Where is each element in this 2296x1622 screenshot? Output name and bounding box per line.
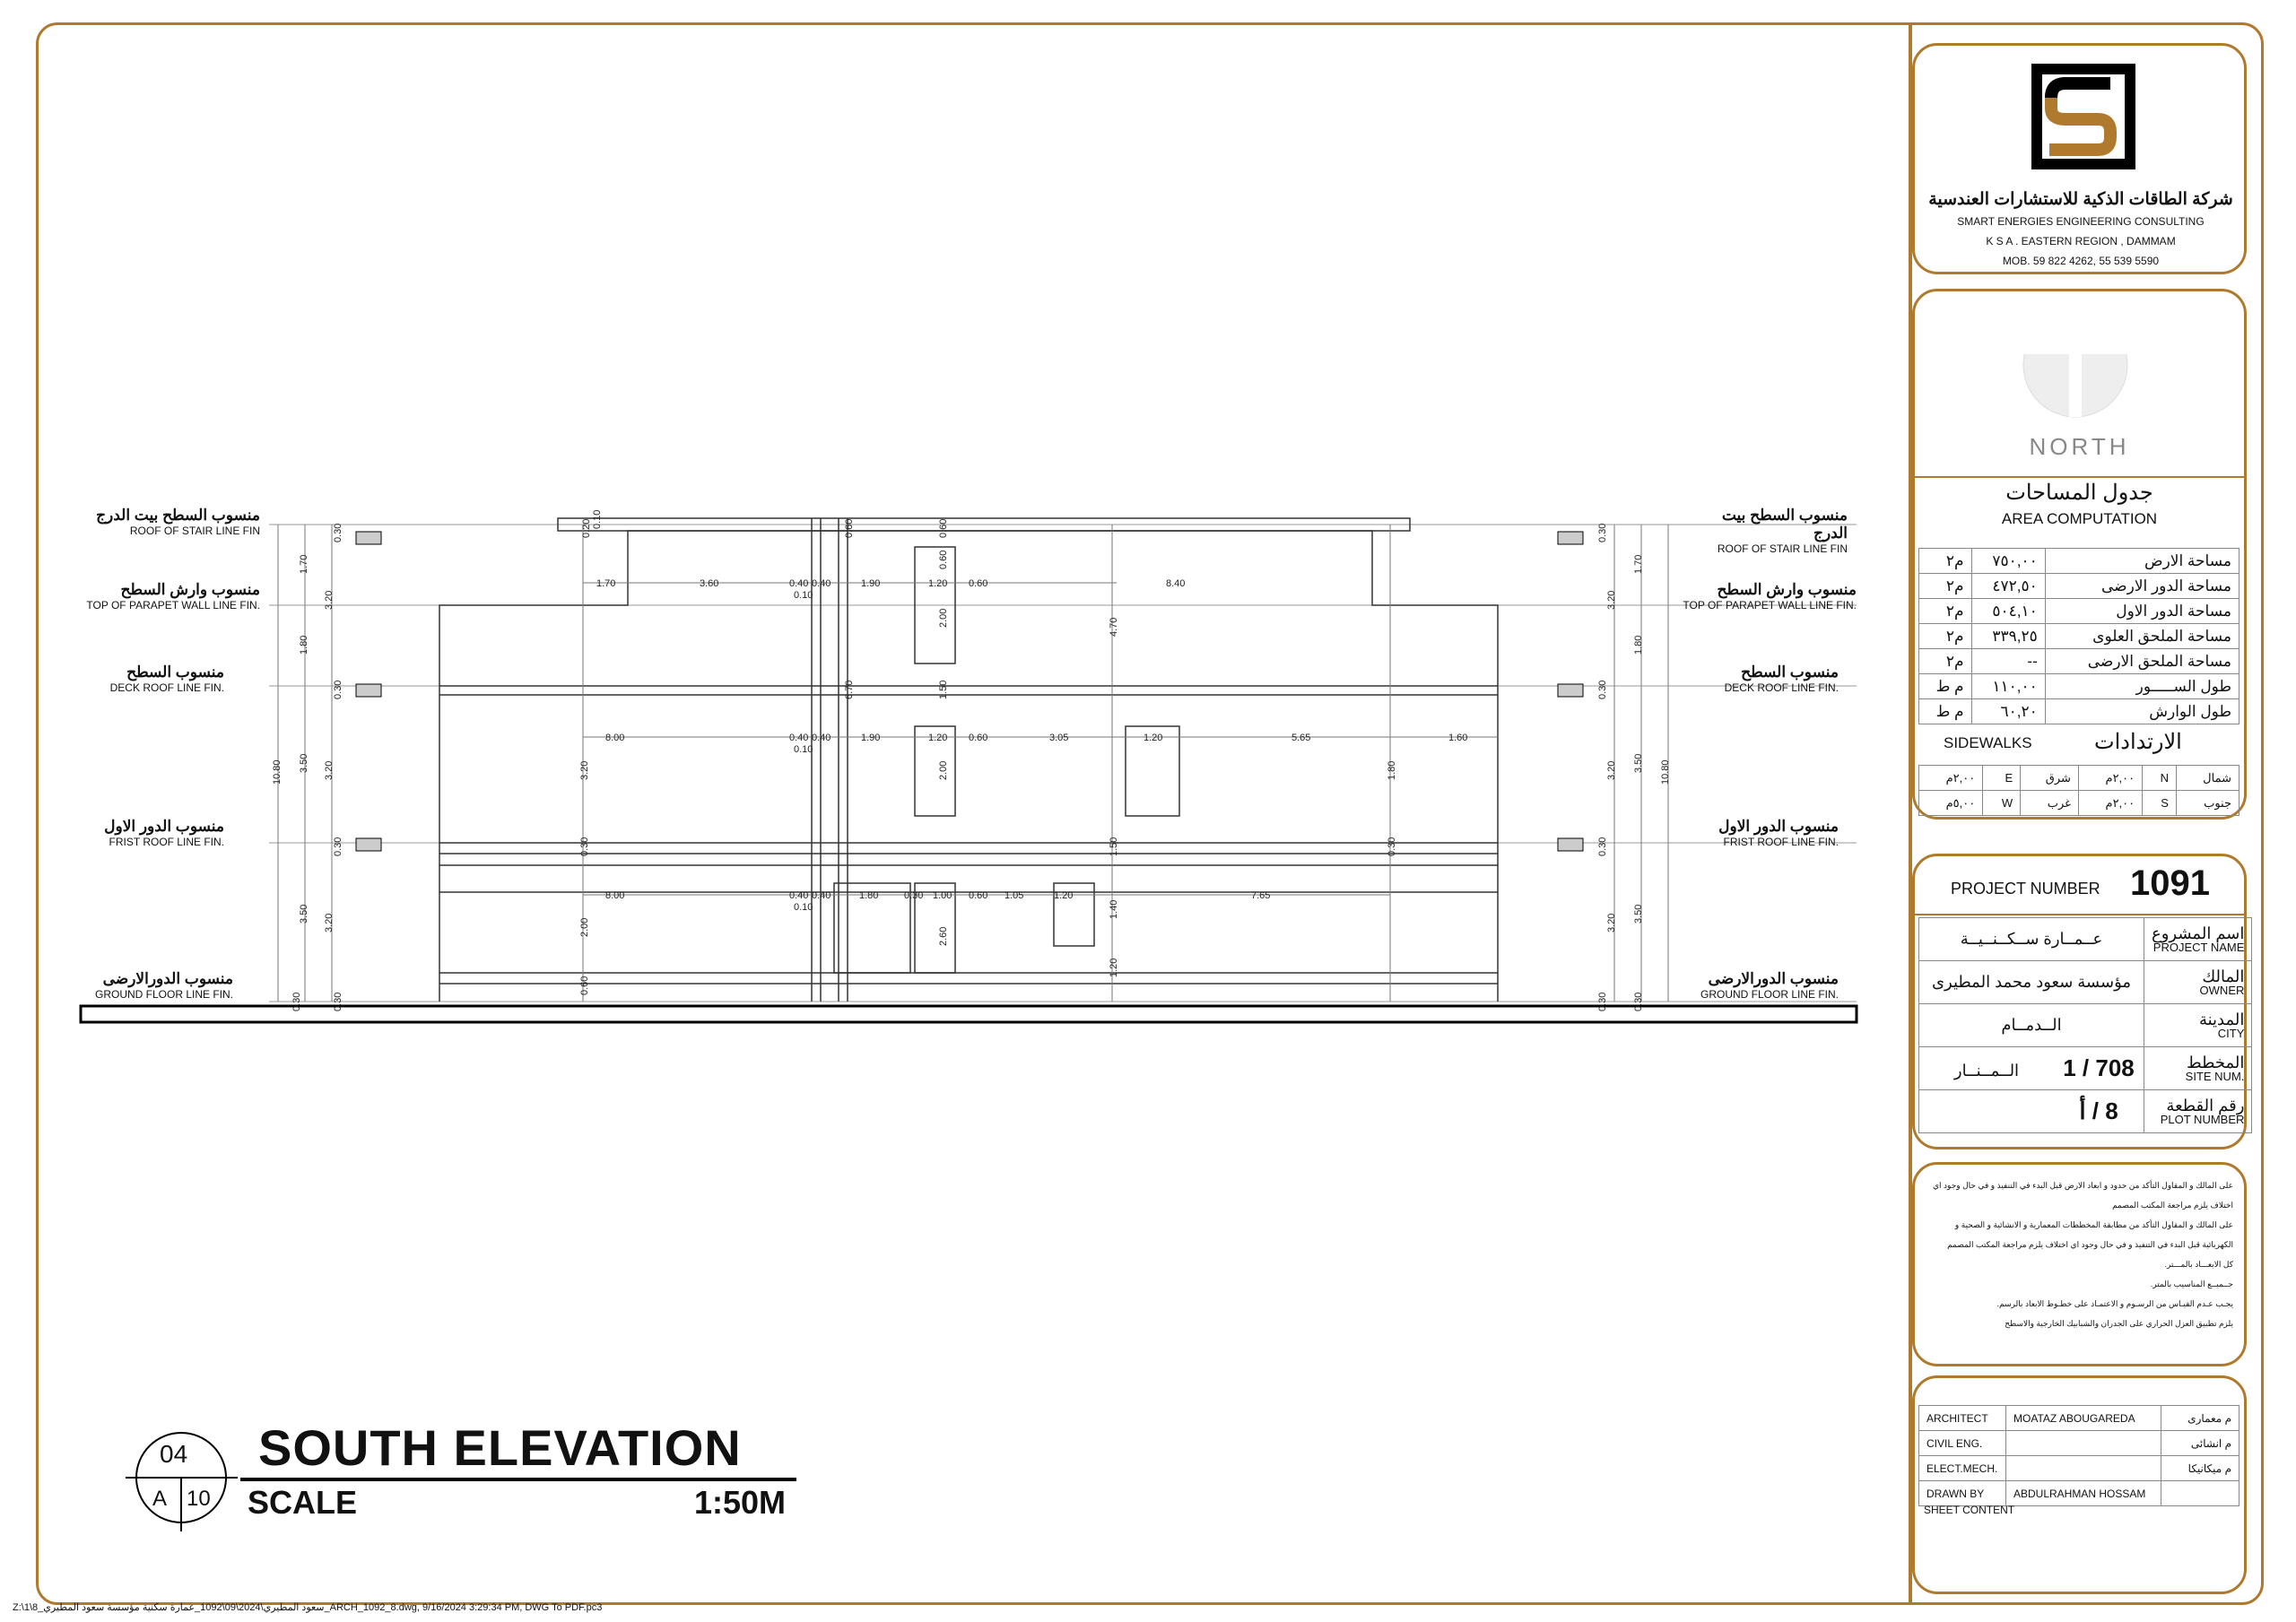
- table-row: [1919, 674, 2239, 699]
- divider: [1915, 914, 2244, 915]
- city-label: [2144, 1004, 2252, 1047]
- credit-role-ar: م معمارى: [2161, 1406, 2239, 1431]
- area-unit: م٢: [1919, 649, 1972, 674]
- dim-label: 0.30: [333, 523, 344, 542]
- dim-label: 1.60: [1448, 733, 1468, 743]
- credit-role: ARCHITECT: [1919, 1406, 2006, 1431]
- table-row: [1919, 766, 2239, 791]
- table-row: [1919, 1456, 2239, 1481]
- table-row: [1919, 1090, 2252, 1133]
- dim-label: 10.80: [272, 759, 283, 785]
- dim-label: 3.20: [579, 760, 590, 780]
- dim-label: 0.40: [789, 733, 809, 743]
- owner-name: مؤسسة سعود محمد المطيرى: [1919, 961, 2144, 1004]
- table-row: [1919, 699, 2239, 724]
- sidewalk-dir: شمال: [2176, 766, 2239, 791]
- dim-label: 0.30: [904, 890, 924, 901]
- dim-label: 1.20: [1054, 890, 1074, 901]
- credit-role: DRAWN BY: [1919, 1481, 2006, 1506]
- company-name-ar: شركة الطاقات الذكية للاستشارات العندسية: [1928, 190, 2233, 209]
- label-en: PLOT NUMBER: [2160, 1113, 2245, 1126]
- bubble-sheet-number: 10: [187, 1487, 211, 1511]
- company-panel: [1912, 43, 2247, 274]
- area-value: ٦٠,٢٠: [1971, 699, 2045, 724]
- area-label: طول الوارش: [2045, 699, 2239, 724]
- area-label: مساحة الملحق العلوى: [2045, 624, 2239, 649]
- area-title-en: AREA COMPUTATION: [2001, 510, 2158, 527]
- dim-label: 1.70: [299, 554, 309, 574]
- area-unit: م٢: [1919, 549, 1972, 574]
- dim-label: 0.10: [794, 744, 813, 755]
- area-unit: م ط: [1919, 674, 1972, 699]
- dim-label: 3.20: [1606, 913, 1617, 932]
- dim-label: 3.50: [1633, 904, 1644, 924]
- area-title-ar: جدول المساحات: [2005, 481, 2153, 505]
- city-name: الــدمــام: [1919, 1004, 2144, 1047]
- table-row: [1919, 649, 2239, 674]
- company-region: K S A . EASTERN REGION , DAMMAM: [1986, 235, 2176, 247]
- note-item: يجـب عـدم القيـاس من الرسـوم و الاعتمـاد على خطـوط الابعاد بالرسم.: [1996, 1299, 2233, 1308]
- dim-label: 1.70: [1633, 554, 1644, 574]
- level-label-parapet-right: منسوب وارش السطح TOP OF PARAPET WALL LINE FIN.: [1683, 581, 1857, 612]
- sidewalk-dir-en: W: [1983, 791, 2021, 816]
- table-row: [1919, 574, 2239, 599]
- level-label-first-left: منسوب الدور الاول FRIST ROOF LINE FIN.: [104, 818, 224, 848]
- dim-label: 0.30: [1633, 992, 1644, 1011]
- dim-label: 2.00: [579, 917, 590, 937]
- plot-number: 8 / أ: [2079, 1097, 2118, 1124]
- dim-label: 10.80: [1660, 759, 1671, 785]
- credit-role-ar: م ميكانيكا: [2161, 1456, 2239, 1481]
- dim-label: 0.60: [969, 578, 988, 589]
- sidewalk-value: ٥,٠٠م: [1919, 791, 1983, 816]
- sidewalk-value: ٢,٠٠م: [1919, 766, 1983, 791]
- area-label: طول الســـــور: [2045, 674, 2239, 699]
- sidewalk-dir: غرب: [2021, 791, 2079, 816]
- dim-label: 0.10: [592, 509, 603, 529]
- project-number: 1091: [2130, 863, 2210, 903]
- table-row: [1919, 961, 2252, 1004]
- dim-label: 0.10: [794, 902, 813, 913]
- label-en: SITE NUM.: [2185, 1070, 2245, 1083]
- level-label-stair-roof-right: منسوب السطح بيت الدرج ROOF OF STAIR LINE FIN: [1717, 507, 1848, 555]
- area-value: ٣٣٩,٢٥: [1971, 624, 2045, 649]
- table-row: [1919, 1481, 2239, 1506]
- site-number: 1 / 708: [2063, 1054, 2135, 1081]
- credit-name: MOATAZ ABOUGAREDA: [2006, 1406, 2161, 1431]
- dim-label: 0.20: [581, 518, 592, 538]
- dim-label: 0.10: [794, 590, 813, 601]
- note-item: جــميــع المناسيب بالمتر.: [2150, 1279, 2233, 1288]
- area-value: ٥٠٤,١٠: [1971, 599, 2045, 624]
- area-table: [1918, 548, 2239, 724]
- drawing-title: SOUTH ELEVATION: [258, 1419, 742, 1476]
- title-block-divider: [1909, 23, 1912, 1603]
- dim-label: 1.20: [928, 578, 948, 589]
- level-label-parapet-left: منسوب وارش السطح TOP OF PARAPET WALL LINE FIN.: [86, 581, 260, 612]
- note-item: على المالك و المقاول التأكد من حدود و ابعاد الارض قبل البدء في التنفيذ و في حال وجود اي اختلاف يلزم مراجعة المكتب المصمم: [1933, 1181, 2233, 1210]
- dim-label: 3.60: [700, 578, 719, 589]
- bubble-sheet-letter: A: [152, 1487, 168, 1511]
- credit-name: ABDULRAHMAN HOSSAM: [2006, 1481, 2161, 1506]
- dim-label: 1.20: [928, 733, 948, 743]
- file-path: Z:\1\8_سعود المطيري\2024\09\1092_عمارة سكنية مؤسسة سعود المطيري_ARCH_1092_8.dwg, 9/16/2024 3:29:34 PM, DWG To PDF.pc3: [13, 1602, 603, 1613]
- dim-label: 0.30: [1597, 523, 1608, 542]
- dim-label: 0.30: [1597, 837, 1608, 856]
- site-name: الــمــنــار: [1953, 1062, 2020, 1080]
- area-value: ٤٧٢,٥٠: [1971, 574, 2045, 599]
- label-ar: رقم القطعة: [2166, 1097, 2245, 1115]
- dim-label: 3.20: [1606, 760, 1617, 780]
- sidewalk-dir-en: E: [1983, 766, 2021, 791]
- credits-panel: [1912, 1375, 2247, 1594]
- north-label: NORTH: [2029, 433, 2130, 460]
- dim-label: 1.90: [861, 733, 881, 743]
- table-row: [1919, 624, 2239, 649]
- dim-label: 0.30: [333, 992, 344, 1011]
- company-mobile: MOB. 59 822 4262, 55 539 5590: [2002, 255, 2160, 267]
- dim-label: 0.30: [333, 837, 344, 856]
- plot-label: [2144, 1090, 2252, 1133]
- table-row: [1919, 599, 2239, 624]
- dim-label: 0.40: [789, 890, 809, 901]
- table-row: [1919, 791, 2239, 816]
- bubble-number: 04: [160, 1440, 188, 1468]
- project-name: عــمــارة ســكــنــيــة: [1919, 918, 2144, 961]
- project-table: [1918, 917, 2252, 1133]
- table-row: [1919, 1047, 2252, 1090]
- level-label-deck-left: منسوب السطح DECK ROOF LINE FIN.: [109, 664, 224, 694]
- dim-label: 3.50: [1633, 753, 1644, 773]
- dim-label: 3.20: [324, 760, 335, 780]
- dim-label: 1.20: [1144, 733, 1163, 743]
- dim-label: 0.30: [333, 680, 344, 699]
- credit-role-ar: م انشائى: [2161, 1431, 2239, 1456]
- table-row: [1919, 918, 2252, 961]
- sidewalks-title-ar: الارتدادات: [2094, 730, 2182, 754]
- label-ar: المالك: [2202, 967, 2245, 985]
- sidewalk-dir: جنوب: [2176, 791, 2239, 816]
- table-row: [1919, 1431, 2239, 1456]
- table-row: [1919, 1004, 2252, 1047]
- area-value: ١١٠,٠٠: [1971, 674, 2045, 699]
- dim-label: 0.40: [812, 578, 831, 589]
- dim-label: 0.30: [1597, 992, 1608, 1011]
- dim-label: 8.00: [605, 733, 625, 743]
- dim-label: 3.05: [1049, 733, 1069, 743]
- area-value: ٧٥٠,٠٠: [1971, 549, 2045, 574]
- dim-label: 1.70: [596, 578, 616, 589]
- dim-label: 0.60: [844, 518, 855, 538]
- dim-label: 1.80: [1387, 760, 1397, 780]
- dim-label: 3.50: [299, 753, 309, 773]
- dim-label: 0.40: [812, 733, 831, 743]
- dim-label: 7.65: [1251, 890, 1271, 901]
- divider: [1915, 476, 2244, 478]
- dim-label: 2.00: [938, 608, 949, 628]
- project-panel: [1912, 854, 2247, 1149]
- dim-label: 4.70: [1109, 617, 1119, 637]
- area-label: مساحة الارض: [2045, 549, 2239, 574]
- label-en: CITY: [2217, 1027, 2245, 1040]
- area-label: مساحة الدور الارضى: [2045, 574, 2239, 599]
- dim-label: 1.80: [299, 635, 309, 655]
- dim-label: 0.30: [1597, 680, 1608, 699]
- owner-label: [2144, 961, 2252, 1004]
- dim-label: 1.50: [1109, 837, 1119, 856]
- dim-label: 1.00: [933, 890, 952, 901]
- north-arrow-icon: [2017, 311, 2134, 419]
- sidewalks-title-en: SIDEWALKS: [1944, 734, 2032, 751]
- dim-label: 1.50: [938, 680, 949, 699]
- credit-name: [2006, 1431, 2161, 1456]
- table-row: [1919, 1406, 2239, 1431]
- credit-name: [2006, 1456, 2161, 1481]
- dim-label: 3.20: [324, 590, 335, 610]
- sidewalk-value: ٢,٠٠م: [2078, 791, 2142, 816]
- area-label: مساحة الدور الاول: [2045, 599, 2239, 624]
- sidewalk-dir: شرق: [2021, 766, 2079, 791]
- sidewalk-dir-en: N: [2143, 766, 2177, 791]
- credits-table: [1918, 1405, 2239, 1506]
- note-item: يلزم تطبيق العزل الحراري على الجدران والشبابيك الخارجية والاسطح: [2005, 1319, 2233, 1328]
- project-name-label: [2144, 918, 2252, 961]
- dim-label: 6.70: [844, 680, 855, 699]
- level-label-ground-right: منسوب الدورالارضى GROUND FLOOR LINE FIN.: [1700, 970, 1839, 1001]
- site-cell: [1919, 1047, 2144, 1090]
- area-unit: م٢: [1919, 574, 1972, 599]
- dim-label: 0.30: [291, 992, 302, 1011]
- dim-label: 1.80: [859, 890, 879, 901]
- area-label: مساحة الملحق الارضى: [2045, 649, 2239, 674]
- scale-value: 1:50M: [694, 1484, 787, 1521]
- level-label-deck-right: منسوب السطح DECK ROOF LINE FIN.: [1724, 664, 1839, 694]
- label-ar: المخطط: [2187, 1054, 2245, 1071]
- dim-label: 2.60: [938, 926, 949, 946]
- notes-list: [1924, 1175, 2233, 1333]
- table-row: [1919, 549, 2239, 574]
- dim-label: 8.40: [1166, 578, 1186, 589]
- note-item: على المالك و المقاول التأكد من مطابقة المخططات المعمارية و الانشائية و الصحية و الكهربائية قبل البدء في التنفيذ و في حال وجود اي اختلاف يلزم مراجعة المكتب المصمم: [1947, 1220, 2233, 1249]
- label-en: OWNER: [2199, 984, 2245, 997]
- dim-label: 0.60: [969, 733, 988, 743]
- north-area-panel: [1912, 289, 2247, 820]
- dim-label: 0.40: [789, 578, 809, 589]
- dim-label: 0.40: [812, 890, 831, 901]
- scale-label: SCALE: [248, 1484, 358, 1521]
- dim-label: 0.60: [969, 890, 988, 901]
- sidewalk-value: ٢,٠٠م: [2078, 766, 2142, 791]
- company-name-en: SMART ENERGIES ENGINEERING CONSULTING: [1957, 215, 2205, 228]
- dim-label: 3.20: [1606, 590, 1617, 610]
- credit-role-ar: [2161, 1481, 2239, 1506]
- level-label-stair-roof-left: منسوب السطح بيت الدرج ROOF OF STAIR LINE FIN: [96, 507, 260, 537]
- dim-label: 1.05: [1004, 890, 1024, 901]
- level-label-ground-left: منسوب الدورالارضى GROUND FLOOR LINE FIN.: [94, 970, 233, 1001]
- area-unit: م٢: [1919, 599, 1972, 624]
- dim-label: 2.00: [938, 760, 949, 780]
- dim-label: 0.60: [579, 976, 590, 995]
- sidewalk-dir-en: S: [2143, 791, 2177, 816]
- dim-label: 0.30: [579, 837, 590, 856]
- sheet-content-label: SHEET CONTENT: [1924, 1504, 2015, 1516]
- dim-label: 0.60: [938, 550, 949, 569]
- plot-cell: [1919, 1090, 2144, 1133]
- area-unit: م٢: [1919, 624, 1972, 649]
- credit-role: CIVIL ENG.: [1919, 1431, 2006, 1456]
- level-label-first-right: منسوب الدور الاول FRIST ROOF LINE FIN.: [1718, 818, 1839, 848]
- credit-role: ELECT.MECH.: [1919, 1456, 2006, 1481]
- dim-label: 0.60: [938, 518, 949, 538]
- label-ar: اسم المشروع: [2152, 924, 2245, 942]
- title-underline: [240, 1478, 796, 1481]
- dim-label: 8.00: [605, 890, 625, 901]
- label-ar: المدينة: [2198, 1010, 2245, 1028]
- label-en: PROJECT NAME: [2152, 941, 2245, 954]
- dim-label: 0.30: [1387, 837, 1397, 856]
- notes-panel: [1912, 1162, 2247, 1366]
- area-unit: م ط: [1919, 699, 1972, 724]
- dim-label: 1.40: [1109, 899, 1119, 919]
- sidewalks-table: [1918, 765, 2239, 816]
- dim-label: 1.80: [1633, 635, 1644, 655]
- area-value: --: [1971, 649, 2045, 674]
- dim-label: 3.50: [299, 904, 309, 924]
- dim-label: 1.90: [861, 578, 881, 589]
- project-number-label: PROJECT NUMBER: [1951, 880, 2100, 898]
- dim-label: 3.20: [324, 913, 335, 932]
- dim-label: 5.65: [1292, 733, 1311, 743]
- note-item: كل الابعـــاد بالمـــتر.: [2164, 1260, 2233, 1269]
- site-label: [2144, 1047, 2252, 1090]
- dim-label: 1.20: [1109, 958, 1119, 977]
- company-logo: [2030, 62, 2137, 171]
